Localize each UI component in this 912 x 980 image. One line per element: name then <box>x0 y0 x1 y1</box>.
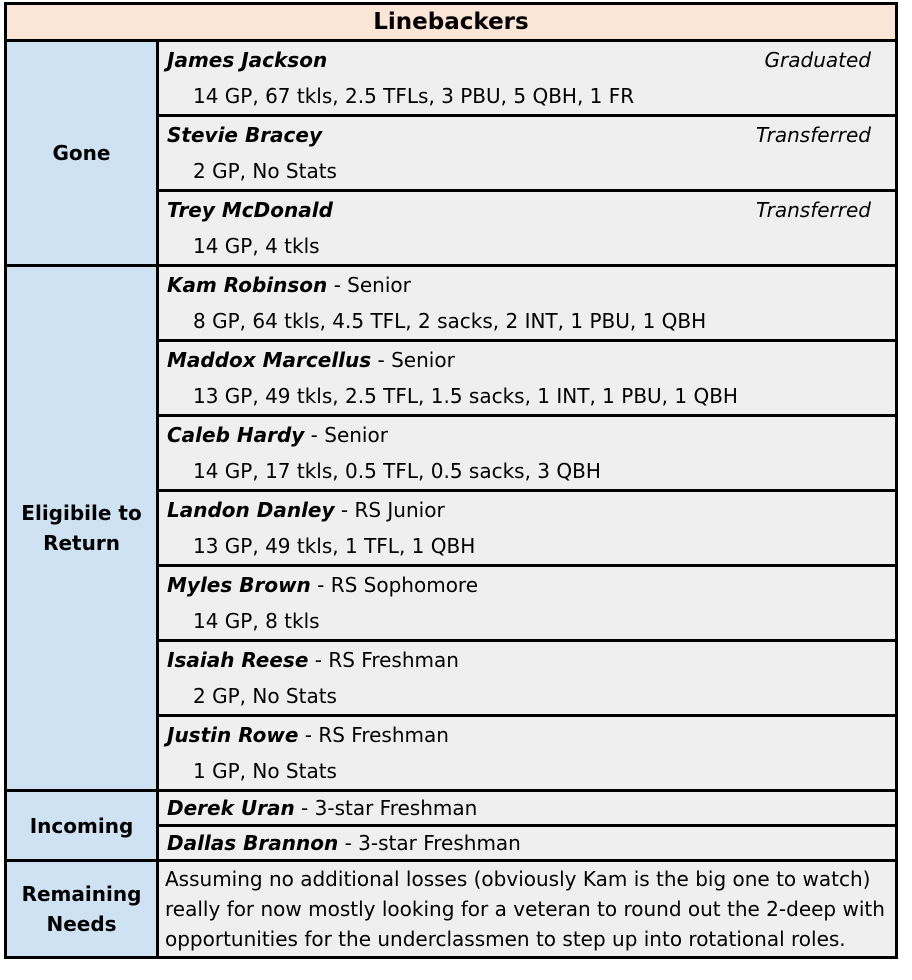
table-title: Linebackers <box>6 4 897 41</box>
player-stats: 13 GP, 49 tkls, 2.5 TFL, 1.5 sacks, 1 INT, 1 PBU, 1 QBH <box>193 384 738 408</box>
player-stats: 14 GP, 8 tkls <box>193 609 320 633</box>
category-eligible-line1: Eligibile to <box>21 501 142 525</box>
category-gone: Gone <box>6 41 158 266</box>
player-stats: 14 GP, 4 tkls <box>193 234 320 258</box>
category-eligible-line2: Return <box>43 531 120 555</box>
player-cell <box>158 266 897 341</box>
player-cell <box>158 641 897 716</box>
player-name: Stevie Bracey <box>167 123 323 147</box>
player-class: - Senior <box>371 348 455 372</box>
player-status: Graduated <box>764 48 871 72</box>
player-stats: 1 GP, No Stats <box>193 759 337 783</box>
player-name: Trey McDonald <box>167 198 333 222</box>
player-class: - Senior <box>327 273 411 297</box>
player-stats: 13 GP, 49 tkls, 1 TFL, 1 QBH <box>193 534 476 558</box>
category-needs-line2: Needs <box>46 912 117 936</box>
player-cell <box>158 341 897 416</box>
player-stats: 8 GP, 64 tkls, 4.5 TFL, 2 sacks, 2 INT, 1 PBU, 1 QBH <box>193 309 707 333</box>
needs-row <box>6 861 897 958</box>
player-class: - RS Junior <box>334 498 445 522</box>
linebackers-table <box>4 2 898 959</box>
player-class: - RS Freshman <box>308 648 459 672</box>
category-needs <box>6 861 158 958</box>
player-name: Derek Uran <box>167 796 295 820</box>
player-name: Landon Danley <box>167 498 335 522</box>
player-cell <box>158 566 897 641</box>
player-class: - 3-star Freshman <box>338 831 521 855</box>
category-incoming: Incoming <box>6 791 158 861</box>
player-name: Myles Brown <box>167 573 311 597</box>
incoming-player <box>158 791 897 826</box>
incoming-player <box>158 826 897 861</box>
player-stats: 2 GP, No Stats <box>193 684 337 708</box>
player-class: - 3-star Freshman <box>294 796 478 820</box>
player-name: James Jackson <box>167 48 328 72</box>
player-status: Transferred <box>755 123 871 147</box>
player-cell <box>158 416 897 491</box>
player-name: Isaiah Reese <box>167 648 309 672</box>
title-row <box>6 4 897 41</box>
category-needs-line1: Remaining <box>21 882 142 906</box>
player-name: Justin Rowe <box>167 723 299 747</box>
player-class: - RS Sophomore <box>310 573 479 597</box>
player-class: - RS Freshman <box>298 723 449 747</box>
player-cell <box>158 41 897 116</box>
player-name: Caleb Hardy <box>167 423 305 447</box>
player-stats: 14 GP, 67 tkls, 2.5 TFLs, 3 PBU, 5 QBH, 1 FR <box>193 84 635 108</box>
player-name: Maddox Marcellus <box>167 348 372 372</box>
player-stats: 2 GP, No Stats <box>193 159 337 183</box>
player-class: - Senior <box>304 423 388 447</box>
player-name: Dallas Brannon <box>167 831 339 855</box>
incoming-row-0 <box>6 791 897 826</box>
eligible-row-0 <box>6 266 897 341</box>
gone-row-0 <box>6 41 897 116</box>
player-status: Transferred <box>755 198 871 222</box>
player-name: Kam Robinson <box>167 273 328 297</box>
player-cell <box>158 491 897 566</box>
player-cell <box>158 191 897 266</box>
needs-text: Assuming no additional losses (obviously Kam is the big one to watch) really for now mostly looking for a veteran to round out the 2-deep with opportunities for the underclassmen to step up into rotational roles. <box>158 861 897 958</box>
player-cell <box>158 716 897 791</box>
player-stats: 14 GP, 17 tkls, 0.5 TFL, 0.5 sacks, 3 QBH <box>193 459 601 483</box>
category-eligible <box>6 266 158 791</box>
player-cell <box>158 116 897 191</box>
